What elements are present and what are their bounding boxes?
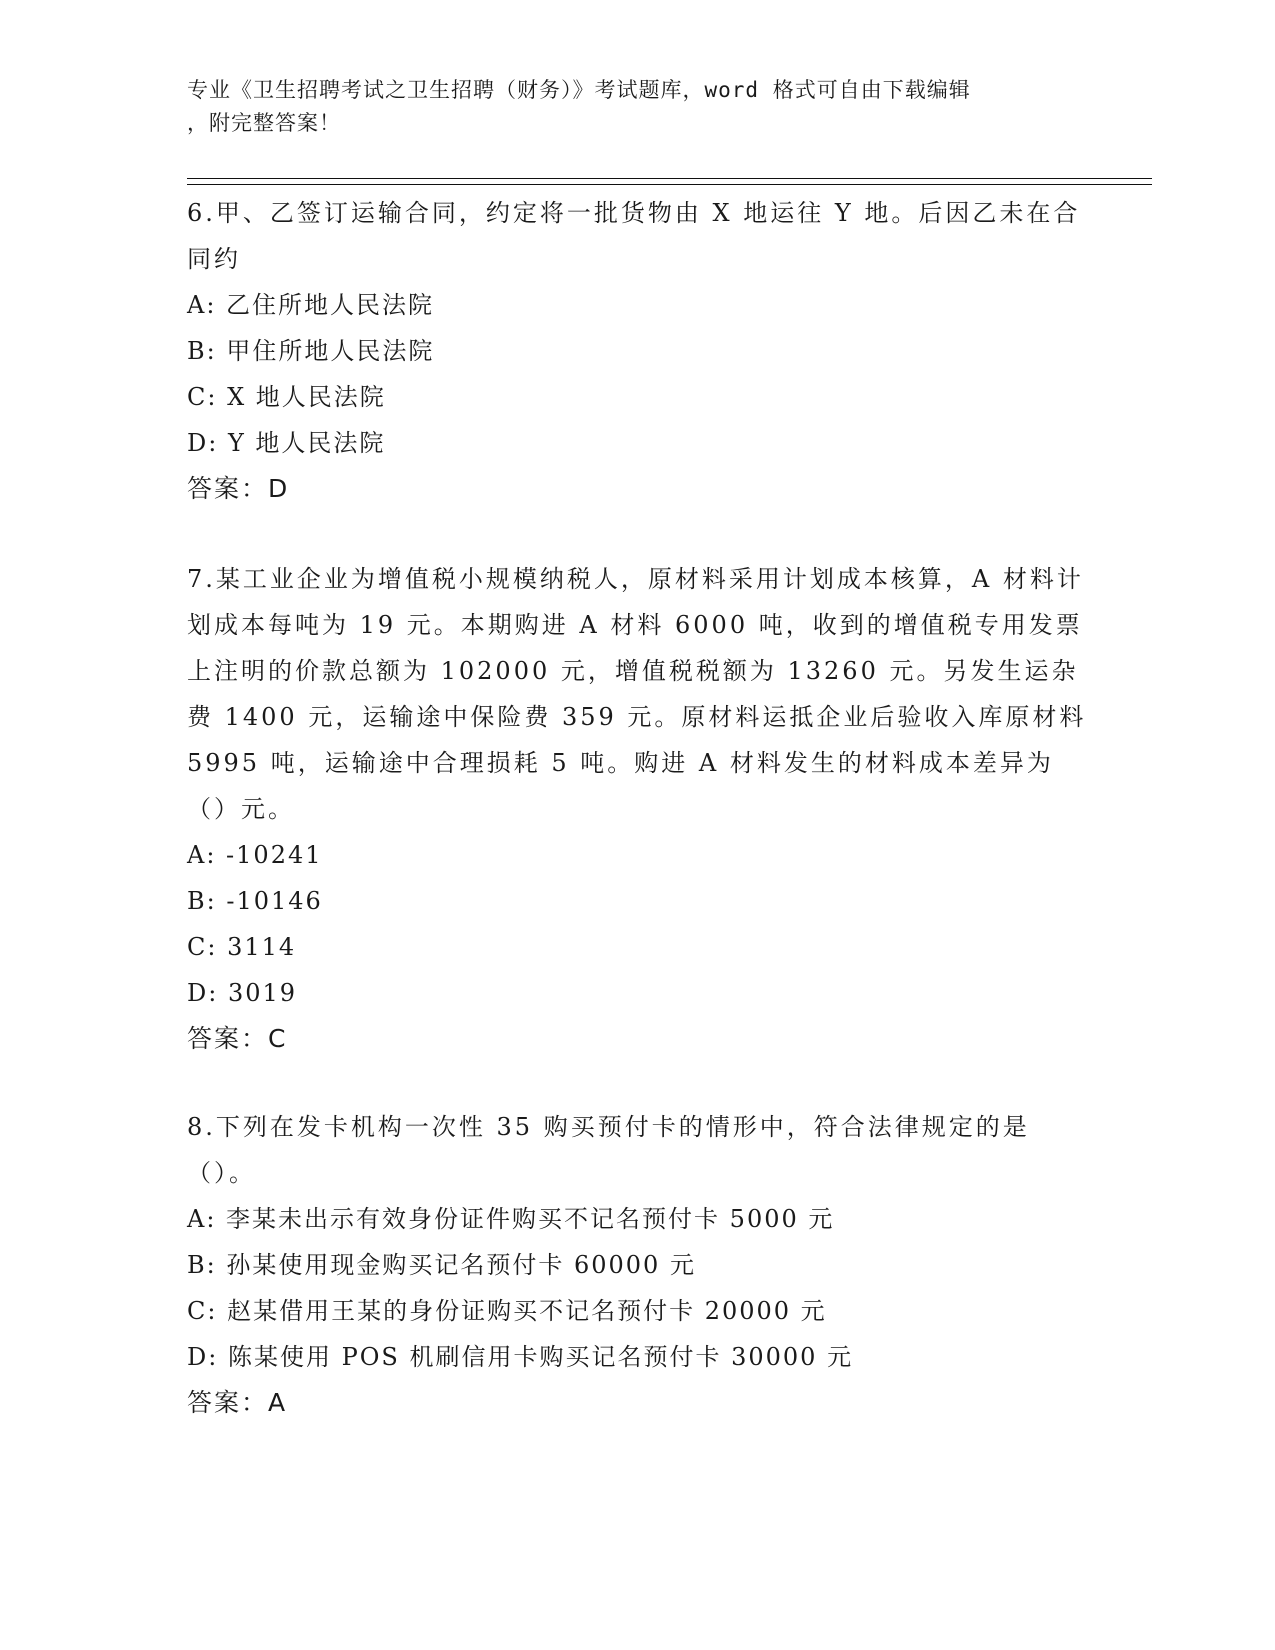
- question-stem: 6.甲、乙签订运输合同，约定将一批货物由 X 地运往 Y 地。后因乙未在合同约: [187, 199, 1081, 273]
- option-a: A: -10241: [187, 841, 323, 869]
- question-8: [187, 1104, 1087, 1426]
- option-b: B: 甲住所地人民法院: [187, 337, 435, 365]
- option-a: A: 乙住所地人民法院: [187, 291, 435, 319]
- answer: 答案：A: [187, 1388, 288, 1417]
- option-b: B: 孙某使用现金购买记名预付卡 60000 元: [187, 1251, 696, 1279]
- option-c: C: 赵某借用王某的身份证购买不记名预付卡 20000 元: [187, 1297, 827, 1325]
- option-d: D: 陈某使用 POS 机刷信用卡购买记名预付卡 30000 元: [187, 1343, 854, 1371]
- question-stem: 8.下列在发卡机构一次性 35 购买预付卡的情形中，符合法律规定的是（）。: [187, 1113, 1030, 1187]
- option-d: D: 3019: [187, 979, 298, 1007]
- option-c: C: X 地人民法院: [187, 383, 386, 411]
- answer: 答案：D: [187, 474, 290, 503]
- header-line-1: 专业《卫生招聘考试之卫生招聘（财务）》考试题库，word 格式可自由下载编辑: [187, 78, 971, 102]
- option-d: D: Y 地人民法院: [187, 429, 386, 457]
- question-stem: 7.某工业企业为增值税小规模纳税人，原材料采用计划成本核算，A 材料计划成本每吨为 19 元。本期购进 A 材料 6000 吨，收到的增值税专用发票上注明的价款总额为 102000 元，增值税税额为 13260 元。另发生运杂费 1400 元，运输途中保险费 359 元。原材料运抵企业后验收入库原材料 5995 吨，运输途中合理损耗 5 吨。购进 A 材料发生的材料成本差异为（）元。: [187, 565, 1087, 823]
- question-6: [187, 190, 1087, 512]
- question-7: [187, 556, 1087, 1062]
- answer: 答案：C: [187, 1024, 288, 1053]
- option-b: B: -10146: [187, 887, 323, 915]
- header-divider-top: [187, 178, 1152, 179]
- option-a: A: 李某未出示有效身份证件购买不记名预付卡 5000 元: [187, 1205, 835, 1233]
- option-c: C: 3114: [187, 933, 297, 961]
- document-header: [187, 74, 1067, 140]
- header-divider-bottom: [187, 184, 1152, 185]
- header-line-2: ，附完整答案！: [187, 111, 341, 135]
